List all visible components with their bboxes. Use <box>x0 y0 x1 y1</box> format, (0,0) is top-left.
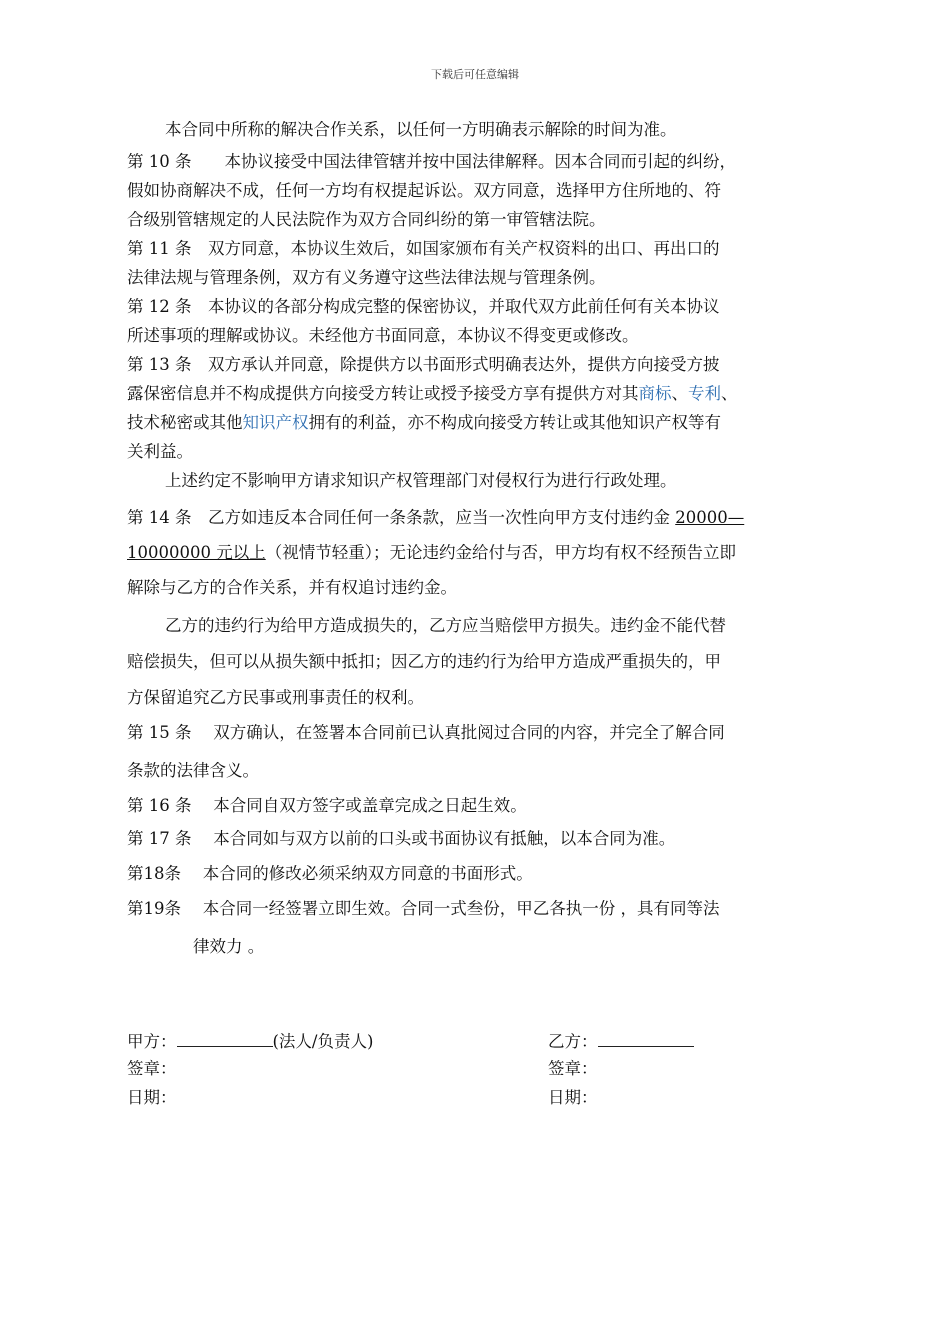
party-b-label: 乙方： <box>548 1032 598 1051</box>
paragraph-line: 本合同中所称的解决合作关系，以任何一方明确表示解除的时间为准。 <box>165 120 677 139</box>
trademark-link[interactable]: 商标 <box>638 384 672 403</box>
article-13-line: 第 13 条 双方承认并同意，除提供方以书面形式明确表达外，提供方向接受方披 <box>127 355 720 374</box>
paragraph-line: 方保留追究乙方民事或刑事责任的权利。 <box>127 688 424 707</box>
page-header: 下载后可任意编辑 <box>431 68 519 81</box>
article-12-line: 第 12 条 本协议的各部分构成完整的保密协议，并取代双方此前任何有关本协议 <box>127 297 720 316</box>
party-a-line <box>127 1030 373 1052</box>
party-a-signature-blank[interactable] <box>177 1030 273 1047</box>
article-15-line: 第 15 条 双方确认，在签署本合同前已认真批阅过合同的内容，并完全了解合同 <box>127 723 725 742</box>
party-b-seal-label: 签章： <box>548 1059 598 1078</box>
party-b-line <box>548 1030 694 1052</box>
penalty-amount: 20000— <box>675 508 745 527</box>
text-span: 、 <box>671 384 688 403</box>
article-10-line: 合级别管辖规定的人民法院作为双方合同纠纷的第一审管辖法院。 <box>127 210 606 229</box>
party-a-role: (法人/负责人) <box>272 1032 374 1051</box>
article-10-line: 假如协商解决不成，任何一方均有权提起诉讼。双方同意，选择甲方住所地的、符 <box>127 181 721 200</box>
penalty-amount: 10000000 元以上 <box>127 543 266 562</box>
text-span: 技术秘密或其他 <box>127 413 243 432</box>
article-16-line: 第 16 条 本合同自双方签字或盖章完成之日起生效。 <box>127 796 527 815</box>
article-13-line <box>127 413 721 433</box>
patent-link[interactable]: 专利 <box>688 384 721 403</box>
text-span: 露保密信息并不构成提供方向接受方转让或授予接受方享有提供方对其 <box>127 384 639 403</box>
article-19-line: 第19条 本合同一经签署立即生效。合同一式叁份，甲乙各执一份 ，具有同等法 <box>127 899 720 918</box>
article-10-line: 第 10 条 本协议接受中国法律管辖并按中国法律解释。因本合同而引起的纠纷， <box>127 152 736 171</box>
paragraph-line: 上述约定不影响甲方请求知识产权管理部门对侵权行为进行行政处理。 <box>165 471 677 490</box>
text-span: 、 <box>721 384 738 403</box>
article-11-line: 第 11 条 双方同意，本协议生效后，如国家颁布有关产权资料的出口、再出口的 <box>127 239 720 258</box>
party-a-label: 甲方： <box>127 1032 177 1051</box>
article-15-line: 条款的法律含义。 <box>127 761 259 780</box>
text-span: 第 14 条 乙方如违反本合同任何一条条款，应当一次性向甲方支付违约金 <box>127 508 676 527</box>
article-13-line <box>127 384 738 404</box>
article-17-line: 第 17 条 本合同如与双方以前的口头或书面协议有抵触，以本合同为准。 <box>127 829 676 848</box>
paragraph-line: 赔偿损失，但可以从损失额中抵扣；因乙方的违约行为给甲方造成严重损失的，甲 <box>127 652 721 671</box>
article-18-line: 第18条 本合同的修改必须采纳双方同意的书面形式。 <box>127 864 533 883</box>
article-11-line: 法律法规与管理条例，双方有义务遵守这些法律法规与管理条例。 <box>127 268 606 287</box>
party-b-date-label: 日期： <box>548 1088 598 1107</box>
ip-link[interactable]: 知识产权 <box>242 413 309 432</box>
article-14-line <box>127 543 736 563</box>
article-13-line: 关利益。 <box>127 442 193 461</box>
text-span: 拥有的利益，亦不构成向接受方转让或其他知识产权等有 <box>308 413 721 432</box>
party-a-seal-label: 签章： <box>127 1059 177 1078</box>
party-b-signature-blank[interactable] <box>598 1030 694 1047</box>
article-14-line <box>127 508 744 528</box>
article-19-line: 律效力 。 <box>193 937 265 956</box>
paragraph-line: 乙方的违约行为给甲方造成损失的，乙方应当赔偿甲方损失。违约金不能代替 <box>165 616 726 635</box>
party-a-date-label: 日期： <box>127 1088 177 1107</box>
article-14-line: 解除与乙方的合作关系，并有权追讨违约金。 <box>127 578 457 597</box>
article-12-line: 所述事项的理解或协议。未经他方书面同意，本协议不得变更或修改。 <box>127 326 639 345</box>
text-span: （视情节轻重）；无论违约金给付与否，甲方均有权不经预告立即 <box>265 543 736 562</box>
